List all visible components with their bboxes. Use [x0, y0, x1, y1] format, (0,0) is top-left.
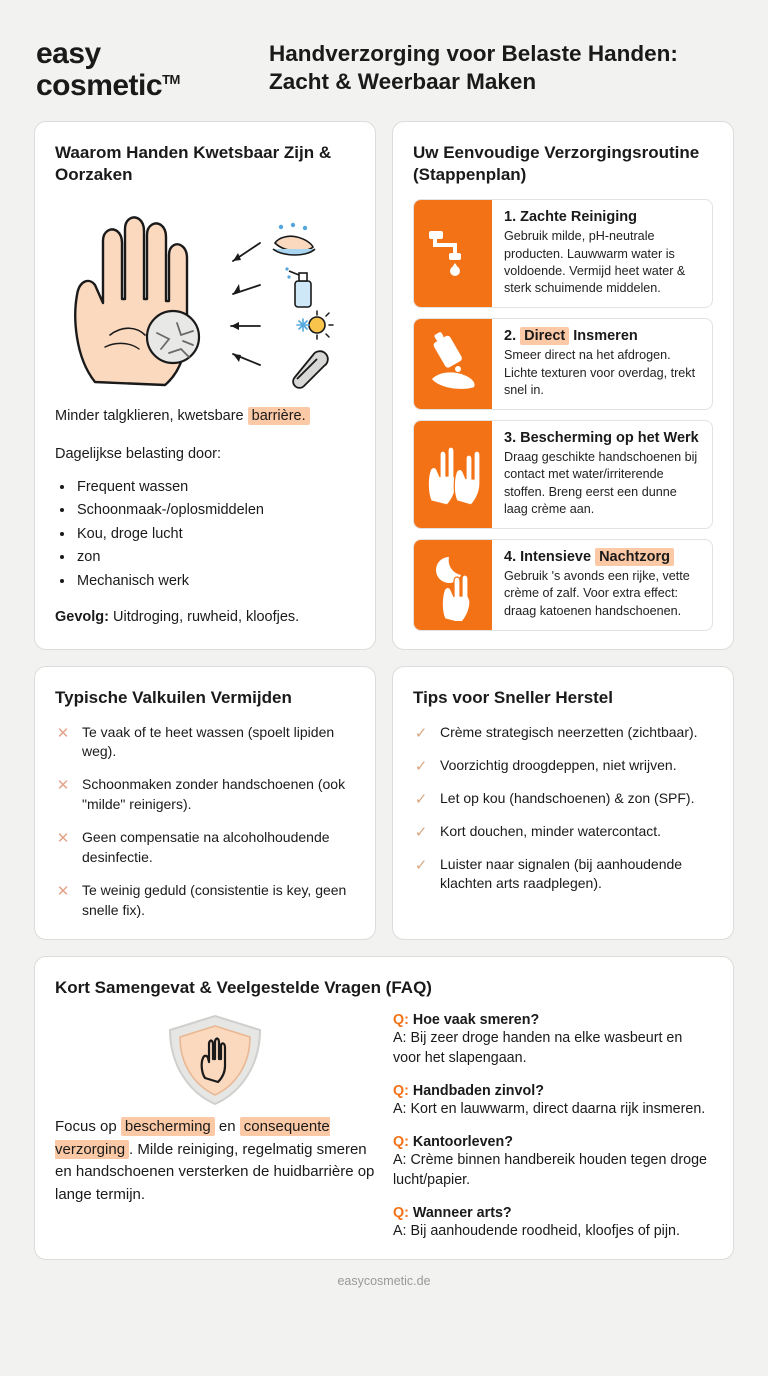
- step-text: Gebruik milde, pH-neutrale producten. Lauwwarm water is voldoende. Vermijd heet water & sterk schuimende middelen.: [504, 229, 686, 296]
- wrench-icon: [293, 351, 328, 388]
- step-title: 4. Intensieve Nachtzorg: [504, 549, 700, 565]
- faq-summary-block: [55, 1012, 375, 1241]
- highlight-barriere: barrière.: [248, 407, 310, 425]
- water-drops-icon: [273, 223, 315, 255]
- card-routine: [392, 121, 734, 650]
- check-icon: ✓: [414, 790, 428, 808]
- highlight-bescherming: bescherming: [121, 1117, 215, 1136]
- list-item: ✕ Te vaak of te heet wassen (spoelt lipiden weg).: [56, 723, 335, 760]
- work-gloves-icon: [414, 421, 492, 528]
- question-marker: Q:: [393, 1083, 409, 1100]
- cross-icon: ✕: [56, 882, 70, 900]
- moon-glove-icon: [414, 540, 492, 630]
- card-faq-title: Kort Samengevat & Veelgestelde Vragen (FAQ): [55, 977, 432, 997]
- list-item: • Kou, droge lucht: [75, 523, 355, 546]
- step-text: Smeer direct na het afdrogen. Lichte texturen voor overdag, trekt snel in.: [504, 348, 696, 397]
- burden-label: Dagelijkse belasting door:: [55, 446, 222, 463]
- answer-text: A: Crème binnen handbereik houden tegen droge lucht/papier.: [393, 1152, 707, 1189]
- cream-tube-icon: [414, 319, 492, 409]
- faq-summary-text: Focus op bescherming en consequente verzorging . Milde reiniging, regelmatig smeren en handschoenen versterken de huidbarrière op lange termijn.: [55, 1118, 375, 1203]
- row-middle: [34, 666, 734, 940]
- list-item: • Mechanisch werk: [75, 570, 355, 593]
- step-title: 1. Zachte Reiniging: [504, 209, 637, 226]
- routine-step-2: [413, 318, 713, 410]
- result-line: [55, 609, 355, 625]
- question-marker: Q:: [393, 1012, 409, 1029]
- cross-icon: ✕: [56, 830, 70, 848]
- list-item: ✓ Voorzichtig droogdeppen, niet wrijven.: [414, 756, 677, 775]
- answer-text: A: Kort en lauwwarm, direct daarna rijk insmeren.: [393, 1101, 706, 1118]
- question-text: Hoe vaak smeren?: [408, 1012, 540, 1029]
- check-icon: ✓: [414, 823, 428, 841]
- card-pitfalls-title: Typische Valkuilen Vermijden: [55, 687, 292, 707]
- question-text: Handbaden zinvol?: [408, 1083, 544, 1100]
- tips-list: [413, 723, 713, 895]
- question-text: Kantoorleven?: [408, 1134, 513, 1151]
- brand-line-2: cosmetic™: [36, 69, 180, 103]
- hand-illustration-svg: [55, 199, 345, 394]
- list-item: • Schoonmaak-/oplosmiddelen: [75, 499, 355, 522]
- footer-url: easycosmetic.de: [337, 1274, 431, 1289]
- check-icon: ✓: [414, 757, 428, 775]
- list-item: • Frequent wassen: [75, 476, 355, 499]
- answer-text: A: Bij aanhoudende roodheid, kloofjes of pijn.: [393, 1223, 680, 1240]
- pitfalls-list: [55, 723, 355, 921]
- row-top: [34, 121, 734, 650]
- routine-step-3: [413, 420, 713, 529]
- step-text: Gebruik 's avonds een rijke, vette crème of zalf. Voor extra effect: draag katoenen handschoenen.: [504, 569, 690, 618]
- step-text: Draag geschikte handschoenen bij contact met water/irriterende stoffen. Breng eerst een dunne laag crème aan.: [504, 450, 698, 516]
- list-item: ✓ Crème strategisch neerzetten (zichtbaar).: [414, 723, 698, 742]
- highlight-nachtzorg: Nachtzorg: [595, 548, 674, 566]
- question-marker: Q:: [393, 1205, 409, 1222]
- sun-snow-icon: [297, 311, 333, 339]
- list-item: ✓ Let op kou (handschoenen) & zon (SPF).: [414, 789, 695, 808]
- step-title: 2. Direct Insmeren: [504, 328, 638, 345]
- routine-step-1: [413, 199, 713, 308]
- card-routine-title: Uw Eenvoudige Verzorgingsroutine (Stappenplan): [413, 142, 700, 184]
- check-icon: ✓: [414, 724, 428, 742]
- cross-icon: ✕: [56, 724, 70, 742]
- hand-causes-illustration: [55, 199, 355, 394]
- burden-list: [75, 476, 355, 593]
- card-tips: [392, 666, 734, 940]
- faq-item: [393, 1012, 713, 1068]
- faq-item: [393, 1205, 713, 1241]
- list-item: • zon: [75, 546, 355, 569]
- step-title: 3. Bescherming op het Werk: [504, 430, 699, 447]
- cross-icon: ✕: [56, 777, 70, 795]
- brand-logo: [36, 38, 251, 103]
- highlight-consequente-verzorging: consequente verzorging: [55, 1118, 330, 1158]
- question-text: Wanneer arts?: [408, 1205, 512, 1222]
- brand-line-1: easy: [36, 37, 101, 70]
- card-tips-title: Tips voor Sneller Herstel: [413, 687, 613, 707]
- list-item: ✕ Te weinig geduld (consistentie is key, geen snelle fix).: [56, 881, 347, 918]
- trademark-symbol: TM: [162, 72, 180, 88]
- faq-item: [393, 1083, 713, 1119]
- page-title: Handverzorging voor Belaste Handen: Zacht & Weerbaar Maken: [269, 41, 678, 95]
- list-item: ✓ Kort douchen, minder watercontact.: [414, 822, 662, 841]
- faq-item: [393, 1134, 713, 1190]
- list-item: ✕ Geen compensatie na alcoholhoudende desinfectie.: [56, 829, 330, 865]
- card-why-title: Waarom Handen Kwetsbaar Zijn & Oorzaken: [55, 142, 332, 184]
- result-label: Gevolg:: [55, 609, 109, 626]
- result-text: Uitdroging, ruwheid, kloofjes.: [108, 609, 300, 626]
- card-pitfalls: [34, 666, 376, 940]
- question-marker: Q:: [393, 1134, 409, 1151]
- shield-hand-icon: [160, 1012, 270, 1108]
- list-item: ✕ Schoonmaken zonder handschoenen (ook "milde" reinigers).: [56, 776, 346, 813]
- routine-step-4: [413, 539, 713, 631]
- header: [34, 0, 734, 121]
- faucet-icon: [414, 200, 492, 307]
- answer-text: A: Bij zeer droge handen na elke wasbeurt en voor het slapengaan.: [393, 1030, 683, 1067]
- spray-bottle-icon: [285, 268, 311, 308]
- card-faq: [34, 956, 734, 1261]
- highlight-direct: Direct: [520, 327, 569, 345]
- list-item: ✓ Luister naar signalen (bij aanhoudende klachten arts raadplegen).: [414, 855, 683, 892]
- card-why-hands-vulnerable: [34, 121, 376, 650]
- check-icon: ✓: [414, 856, 428, 874]
- vulnerability-lead: Minder talgklieren, kwetsbare barrière.: [55, 406, 355, 428]
- faq-list: [393, 1012, 713, 1241]
